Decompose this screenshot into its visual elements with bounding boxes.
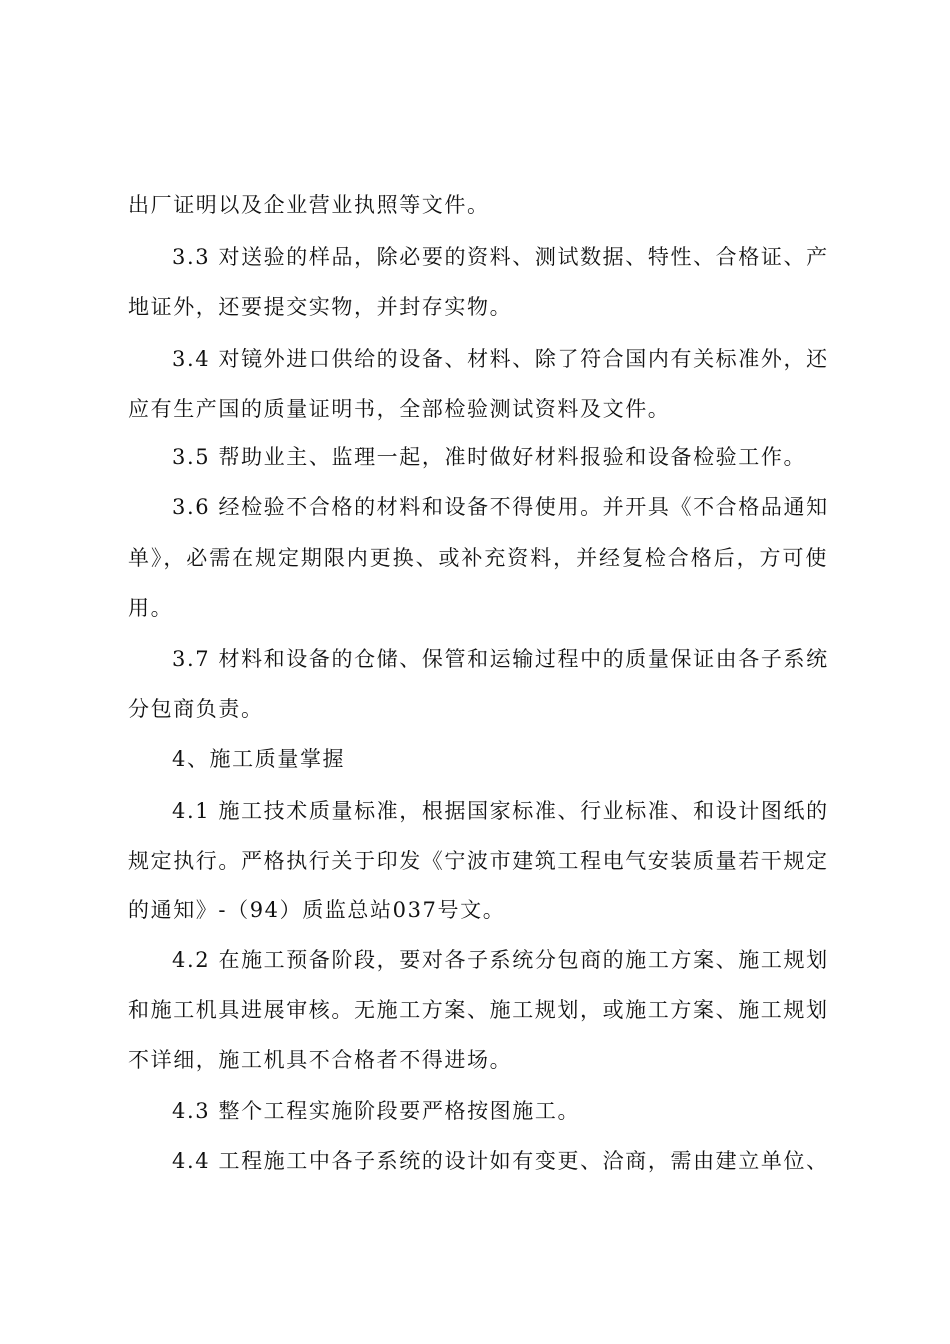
text-line: 应有生产国的质量证明书，全部检验测试资料及文件。 <box>128 397 671 421</box>
text-line: 4.1 施工技术质量标准，根据国家标准、行业标准、和设计图纸的 <box>172 799 829 823</box>
text-line: 单》，必需在规定期限内更换、或补充资料，并经复检合格后，方可使 <box>128 546 828 570</box>
text-line: 3.7 材料和设备的仓储、保管和运输过程中的质量保证由各子系统 <box>172 647 829 671</box>
text-line: 3.5 帮助业主、监理一起，准时做好材料报验和设备检验工作。 <box>172 445 807 469</box>
text-line: 3.4 对镜外进口供给的设备、材料、除了符合国内有关标准外，还 <box>172 347 829 371</box>
text-line: 4.3 整个工程实施阶段要严格按图施工。 <box>172 1099 581 1123</box>
text-line: 地证外，还要提交实物，并封存实物。 <box>128 295 513 319</box>
text-line: 和施工机具进展审核。无施工方案、施工规划，或施工方案、施工规划 <box>128 998 829 1022</box>
section-heading: 4、施工质量掌握 <box>172 747 346 771</box>
text-line: 用。 <box>128 596 174 620</box>
text-line: 4.4 工程施工中各子系统的设计如有变更、洽商，需由建立单位、 <box>172 1149 829 1173</box>
text-line: 3.6 经检验不合格的材料和设备不得使用。并开具《不合格品通知 <box>172 495 829 519</box>
text-line: 的通知》-（94）质监总站037号文。 <box>128 898 506 922</box>
text-line: 出厂证明以及企业营业执照等文件。 <box>128 193 490 217</box>
text-line: 分包商负责。 <box>128 697 264 721</box>
text-line: 4.2 在施工预备阶段，要对各子系统分包商的施工方案、施工规划 <box>172 948 829 972</box>
text-line: 不详细，施工机具不合格者不得进场。 <box>128 1048 513 1072</box>
text-line: 3.3 对送验的样品，除必要的资料、测试数据、特性、合格证、产 <box>172 245 829 269</box>
text-line: 规定执行。严格执行关于印发《宁波市建筑工程电气安装质量若干规定 <box>128 849 829 873</box>
